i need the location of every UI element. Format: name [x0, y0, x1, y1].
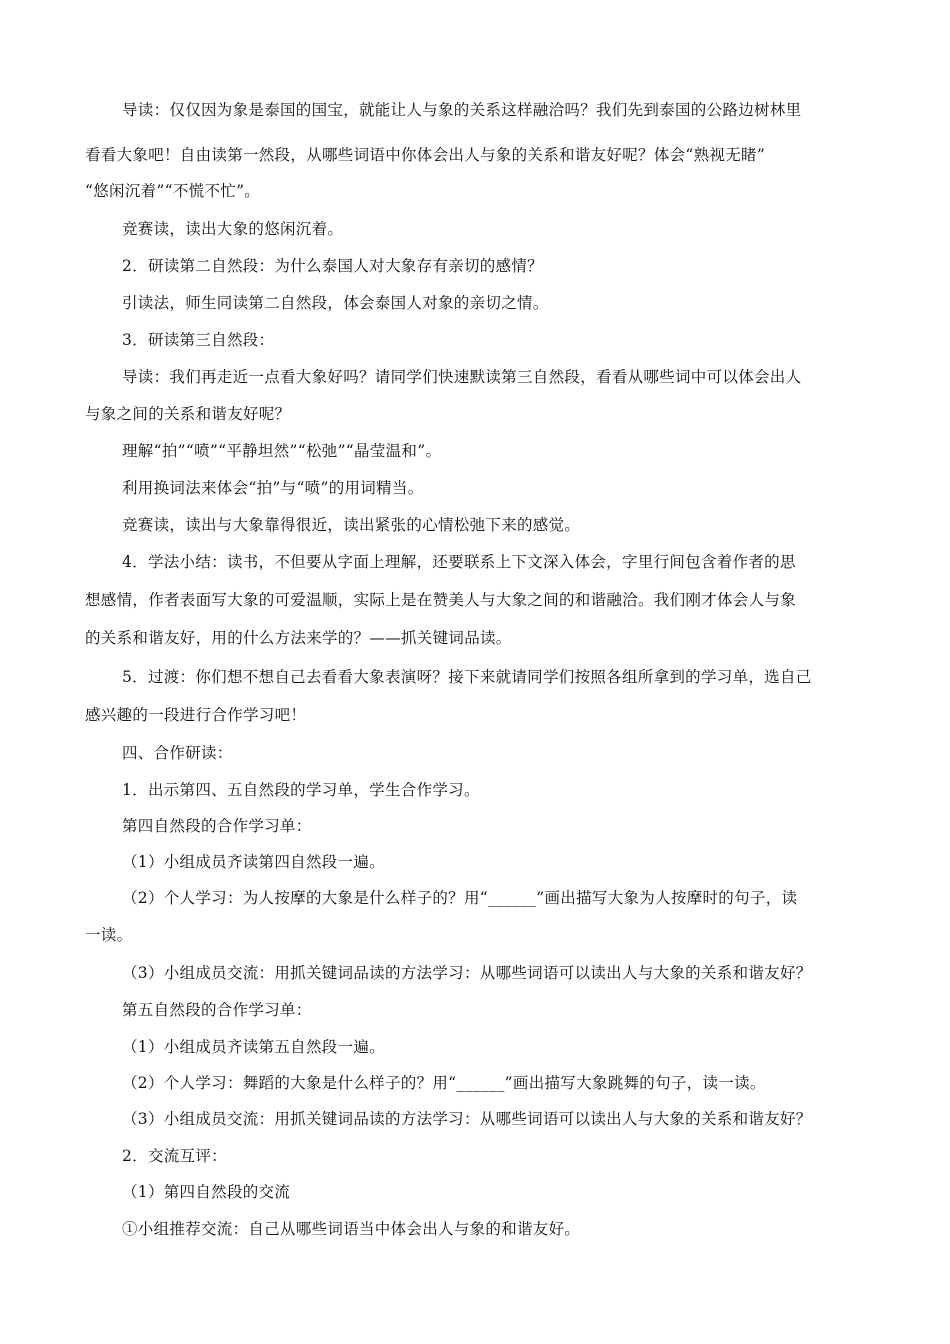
paragraph-line-8: 导读：我们再走近一点看大象好吗？请同学们快速默读第三自然段，看看从哪些词中可以体会出人 [122, 368, 802, 386]
paragraph-line-12: 竞赛读，读出与大象靠得很近，读出紧张的心情松弛下来的感觉。 [122, 516, 581, 534]
paragraph-line-7: 3．研读第三自然段： [122, 331, 275, 349]
paragraph-line-13: 4．学法小结：读书，不但要从字面上理解，还要联系上下文深入体会，字里行间包含着作者的思 [122, 553, 796, 571]
paragraph-line-29: 2．交流互评： [122, 1147, 227, 1165]
paragraph-line-9: 与象之间的关系和谐友好呢？ [85, 405, 291, 423]
paragraph-line-5: 2．研读第二自然段：为什么泰国人对大象存有亲切的感情？ [122, 257, 543, 275]
paragraph-line-2: 看看大象吧！自由读第一然段，从哪些词语中你体会出人与象的关系和谐友好呢？体会“熟视无睹” [85, 146, 766, 164]
paragraph-line-11: 利用换词法来体会“拍”与“喷”的用词精当。 [122, 479, 424, 497]
paragraph-line-22: （2）个人学习：为人按摩的大象是什么样子的？用“______”画出描写大象为人按摩时的句子，读 [122, 889, 798, 907]
paragraph-line-1: 导读：仅仅因为象是泰国的国宝，就能让人与象的关系这样融洽吗？我们先到泰国的公路边树林里 [122, 101, 802, 119]
paragraph-line-25: 第五自然段的合作学习单： [122, 1001, 312, 1019]
paragraph-line-20: 第四自然段的合作学习单： [122, 817, 312, 835]
paragraph-line-31: ①小组推荐交流：自己从哪些词语当中体会出人与象的和谐友好。 [122, 1220, 581, 1238]
paragraph-line-24: （3）小组成员交流：用抓关键词品读的方法学习：从哪些词语可以读出人与大象的关系和谐友好？ [122, 964, 812, 982]
paragraph-line-26: （1）小组成员齐读第五自然段一遍。 [122, 1038, 385, 1056]
paragraph-line-28: （3）小组成员交流：用抓关键词品读的方法学习：从哪些词语可以读出人与大象的关系和谐友好？ [122, 1110, 812, 1128]
paragraph-line-19: 1．出示第四、五自然段的学习单，学生合作学习。 [122, 781, 480, 799]
paragraph-line-21: （1）小组成员齐读第四自然段一遍。 [122, 853, 385, 871]
paragraph-line-4: 竞赛读，读出大象的悠闲沉着。 [122, 220, 344, 238]
paragraph-line-3: “悠闲沉着”“不慌不忙”。 [85, 182, 261, 200]
paragraph-line-14: 想感情，作者表面写大象的可爱温顺，实际上是在赞美人与大象之间的和谐融洽。我们刚才体会人与象 [85, 591, 797, 609]
paragraph-line-27: （2）个人学习：舞蹈的大象是什么样子的？用“______”画出描写大象跳舞的句子，读一读。 [122, 1074, 766, 1092]
section-heading-line: 四、合作研读： [122, 744, 233, 762]
paragraph-line-10: 理解“拍”“喷”“平静坦然”“松弛”“晶莹温和”。 [122, 442, 442, 460]
paragraph-line-6: 引读法，师生同读第二自然段，体会泰国人对象的亲切之情。 [122, 294, 549, 312]
paragraph-line-17: 感兴趣的一段进行合作学习吧！ [85, 706, 307, 724]
paragraph-line-16: 5．过渡：你们想不想自己去看看大象表演呀？接下来就请同学们按照各组所拿到的学习单，选自己 [122, 668, 812, 686]
paragraph-line-23: 一读。 [85, 926, 133, 944]
paragraph-line-15: 的关系和谐友好，用的什么方法来学的？——抓关键词品读。 [85, 629, 512, 647]
paragraph-line-30: （1）第四自然段的交流 [122, 1183, 291, 1201]
